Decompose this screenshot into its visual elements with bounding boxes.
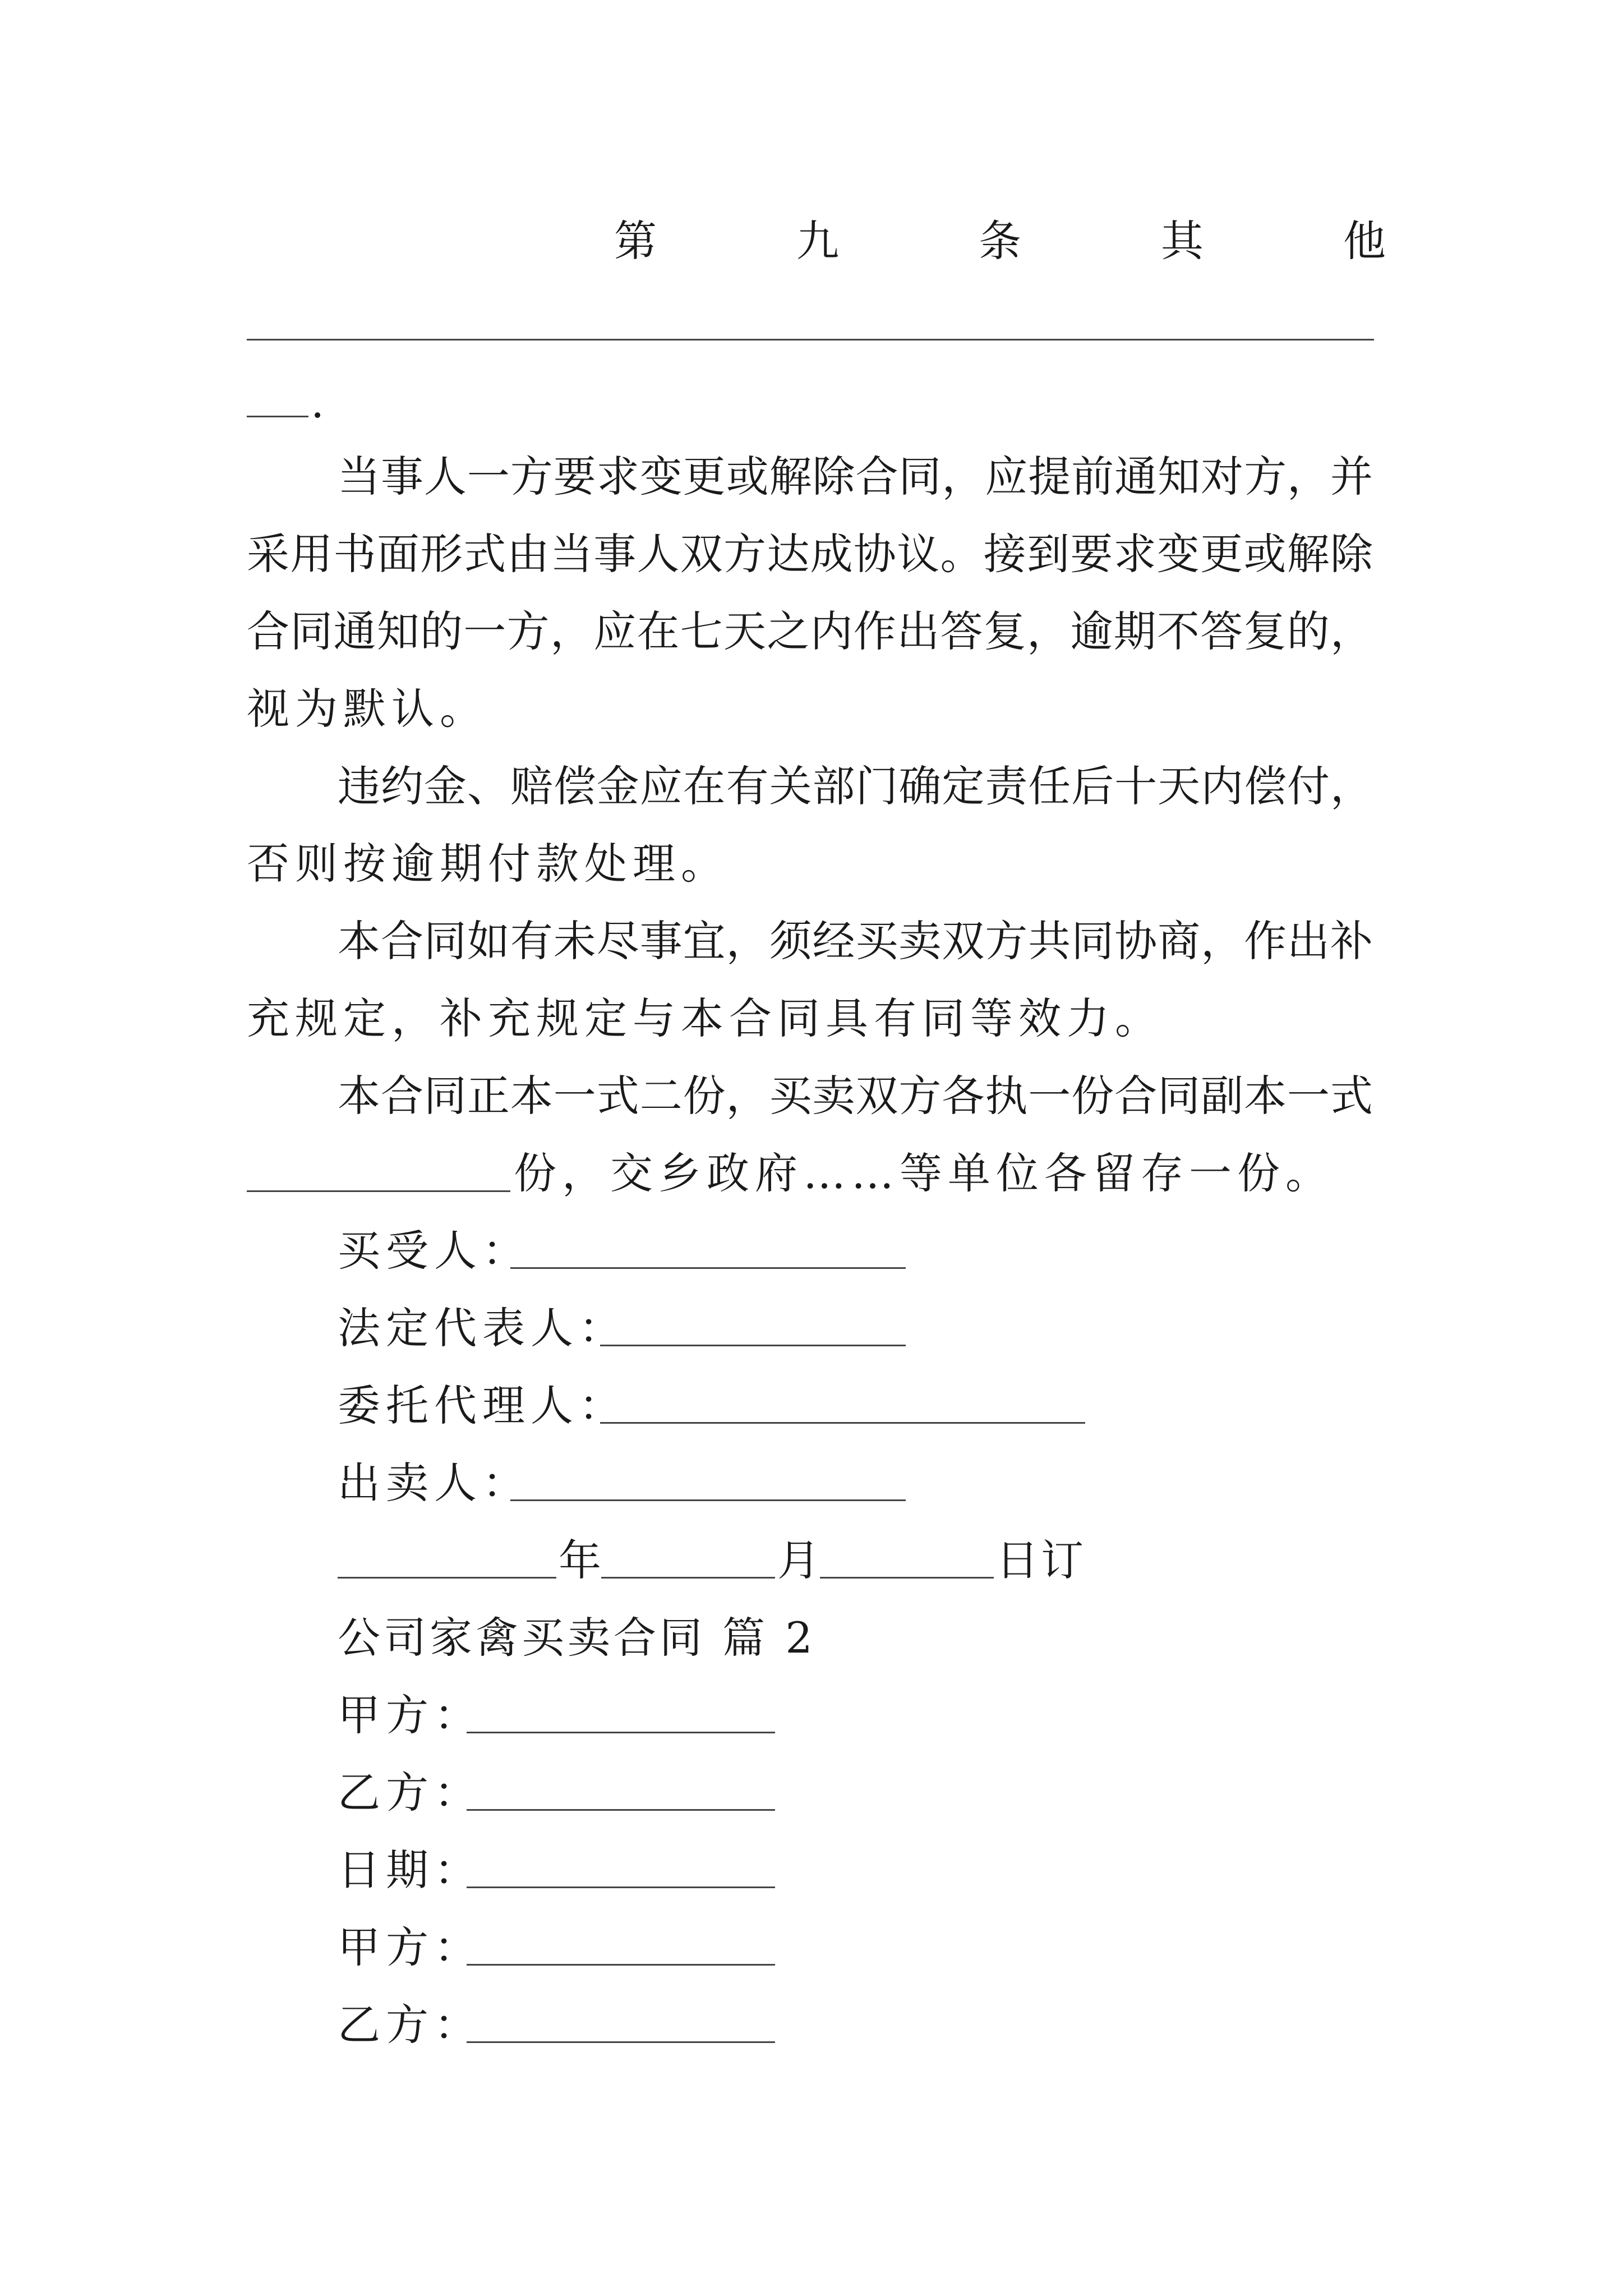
date-field[interactable] [467,1887,775,1888]
legal-rep-label: 法定代表人： [338,1303,627,1353]
party-a-field[interactable] [467,1732,775,1733]
year-label: 年 [559,1535,601,1585]
seller-field[interactable] [510,1499,906,1501]
contract-2-title: 公司家禽买卖合同 篇 2 [338,1613,816,1663]
article-blank-line [247,339,1374,341]
party-b-label: 乙方： [338,1768,482,1818]
agent-label: 委托代理人： [338,1381,627,1430]
paragraph-1-line-1: 当事人一方要求变更或解除合同，应提前通知对方，并 [338,452,1373,501]
paragraph-2-line-2: 否则按逾期付款处理。 [247,839,729,889]
buyer-label: 买受人： [338,1226,531,1276]
party-a-label-2: 甲方： [338,1922,482,1972]
paragraph-1-line-3: 合同通知的一方，应在七天之内作出答复，逾期不答复的， [247,606,1373,656]
article-blank-line-short [247,416,308,417]
month-field[interactable] [601,1577,775,1579]
party-b-label-2: 乙方： [338,2000,482,2050]
paragraph-1-line-4: 视为默认。 [247,684,488,734]
paragraph-3-line-1: 本合同如有未尽事宜，须经买卖双方共同协商，作出补 [338,916,1373,966]
paragraph-4-line-2: 份，交乡政府……等单位各留存一份。 [514,1148,1334,1198]
year-field[interactable] [338,1577,556,1579]
month-label: 月 [777,1535,820,1585]
article-title-char: 其 [1161,216,1204,266]
article-title-char: 第 [614,216,657,266]
day-sign-label: 日订 [996,1535,1086,1585]
date-label: 日期： [338,1845,482,1895]
agent-field[interactable] [600,1422,1085,1424]
article-title-char: 他 [1343,216,1386,266]
paragraph-3-line-2: 充规定，补充规定与本合同具有同等效力。 [247,993,1163,1043]
party-b-field-2[interactable] [467,2041,775,2043]
article-end-mark: . [311,378,325,427]
copies-blank-line [247,1190,510,1192]
party-b-field[interactable] [467,1809,775,1811]
paragraph-2-line-1: 违约金、赔偿金应在有关部门确定责任后十天内偿付， [338,761,1373,811]
paragraph-4-line-1: 本合同正本一式二份，买卖双方各执一份合同副本一式 [338,1071,1373,1121]
legal-rep-field[interactable] [600,1345,906,1346]
party-a-label: 甲方： [338,1690,482,1740]
party-a-field-2[interactable] [467,1964,775,1966]
paragraph-1-line-2: 采用书面形式由当事人双方达成协议。接到要求变更或解除 [247,529,1373,579]
article-title-char: 条 [979,216,1021,266]
day-field[interactable] [820,1577,994,1579]
buyer-field[interactable] [510,1267,906,1269]
article-title-char: 九 [796,216,839,266]
seller-label: 出卖人： [338,1458,531,1508]
